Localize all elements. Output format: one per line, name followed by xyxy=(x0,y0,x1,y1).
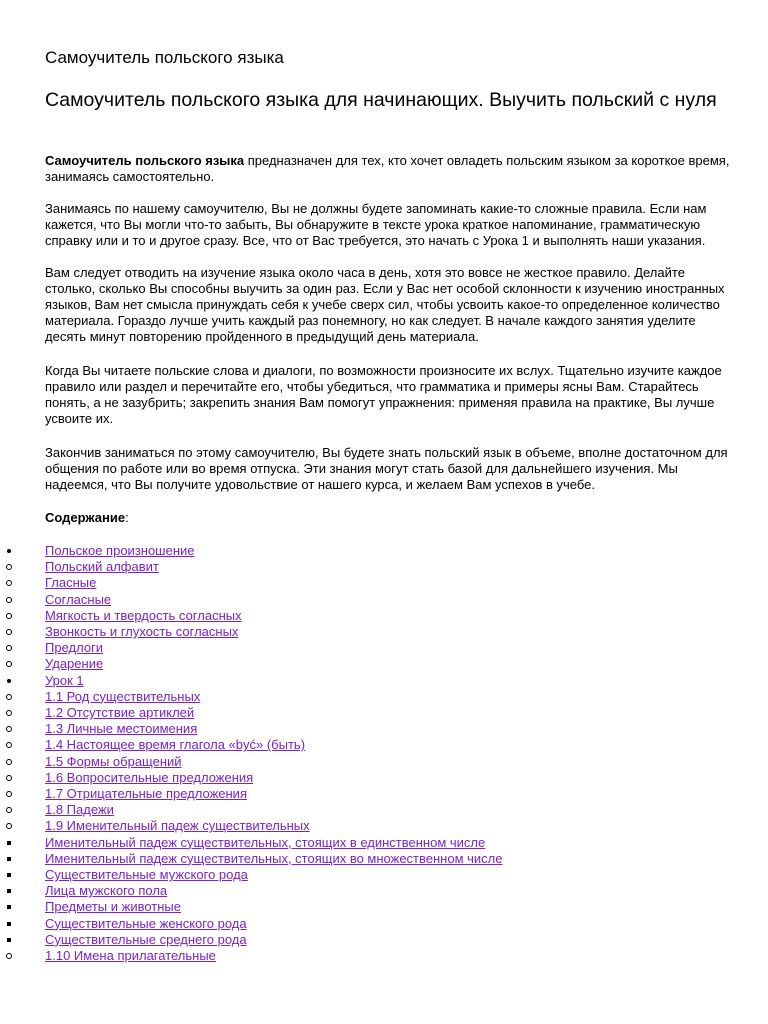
toc-heading xyxy=(45,510,129,526)
table-of-contents xyxy=(0,543,768,964)
toc-link[interactable]: Именительный падеж существительных, стоящих в единственном числе xyxy=(45,834,486,850)
toc-link[interactable]: Урок 1 xyxy=(45,672,84,688)
toc-link[interactable]: Существительные среднего рода xyxy=(45,931,247,947)
toc-item xyxy=(0,640,768,656)
toc-link[interactable]: Именительный падеж существительных, стоящих во множественном числе xyxy=(45,850,503,866)
toc-link[interactable]: 1.8 Падежи xyxy=(45,802,114,818)
toc-link[interactable]: 1.10 Имена прилагательные xyxy=(45,948,216,964)
toc-item xyxy=(0,835,768,851)
intro-paragraph-2: Занимаясь по нашему самоучителю, Вы не должны будете запоминать какие-то сложные правила. Если нам кажется, что Вы могли что-то забыть, Вы обнаружите в тексте урока краткое напоминание, грамматическую справку или и то и другое сразу. Все, что от Вас требуется, это начать с Урока 1 и выполнять наши указания. xyxy=(45,201,707,248)
toc-item xyxy=(0,689,768,705)
toc-heading-label: Содержание xyxy=(45,510,126,525)
toc-item xyxy=(0,754,768,770)
toc-item xyxy=(0,770,768,786)
intro-section xyxy=(45,153,735,509)
toc-item xyxy=(0,786,768,802)
intro-paragraph-5: Закончив заниматься по этому самоучителю, Вы будете знать польский язык в объеме, вполне достаточном для общения по работе или во время отпуска. Эти знания могут стать базой для дальнейшего изучения. Мы надеемся, что Вы получите удовольствие от нашего курса, и желаем Вам успехов в учебе. xyxy=(45,445,728,492)
page-title: Самоучитель польского языка xyxy=(45,48,284,67)
toc-heading-colon: : xyxy=(125,510,129,525)
toc-link[interactable]: 1.4 Настоящее время глагола «być» (быть) xyxy=(45,737,306,753)
toc-item xyxy=(0,705,768,721)
toc-item xyxy=(0,737,768,753)
toc-item xyxy=(0,656,768,672)
intro-paragraph-3: Вам следует отводить на изучение языка около часа в день, хотя это вовсе не жесткое правило. Делайте столько, сколько Вы способны выучить за один раз. Если у Вас нет особой склонности к изучению иностранных языков, Вам нет смысла принуждать себя к учебе сверх сил, чтобы усвоить какое-то определенное количество материала. Гораздо лучше учить каждый раз понемногу, но как следует. В начале каждого занятия уделите десять минут повторению пройденного в предыдущий день материала. xyxy=(45,265,725,344)
toc-link[interactable]: Гласные xyxy=(45,575,97,591)
intro-lead-bold: Самоучитель польского языка xyxy=(45,153,245,168)
intro-paragraph-1 xyxy=(45,153,735,185)
toc-link[interactable]: Польское произношение xyxy=(45,543,195,558)
toc-link[interactable]: Существительные мужского рода xyxy=(45,867,248,883)
toc-link[interactable]: Лица мужского пола xyxy=(45,883,168,899)
toc-item xyxy=(0,883,768,899)
toc-item xyxy=(0,543,768,559)
toc-item xyxy=(0,575,768,591)
intro-paragraph-4: Когда Вы читаете польские слова и диалоги, по возможности произносите их вслух. Тщательно изучите каждое правило или раздел и перечитайте его, чтобы убедиться, что грамматика и примеры ясны Вам. Старайтесь понять, а не зазубрить; закрепить знания Вам помогут упражнения: применяя правила на практике, Вы лучше усвоите их. xyxy=(45,363,722,426)
toc-link[interactable]: 1.3 Личные местоимения xyxy=(45,721,198,737)
intro-lead-rest: предназначен для тех, кто хочет овладеть польским языком за короткое время, занимаясь самостоятельно. xyxy=(45,153,730,184)
toc-link[interactable]: Согласные xyxy=(45,591,112,607)
toc-item xyxy=(0,899,768,915)
toc-link[interactable]: 1.7 Отрицательные предложения xyxy=(45,786,247,802)
toc-item xyxy=(0,592,768,608)
toc-item xyxy=(0,608,768,624)
toc-link[interactable]: Звонкость и глухость согласных xyxy=(45,624,239,640)
toc-link[interactable]: 1.2 Отсутствие артиклей xyxy=(45,705,195,721)
page-subtitle: Самоучитель польского языка для начинающих. Выучить польский с нуля xyxy=(45,89,717,111)
toc-link[interactable]: 1.5 Формы обращений xyxy=(45,753,182,769)
toc-item xyxy=(0,867,768,883)
toc-link[interactable]: Мягкость и твердость согласных xyxy=(45,607,242,623)
toc-item xyxy=(0,721,768,737)
toc-item xyxy=(0,624,768,640)
toc-item xyxy=(0,802,768,818)
toc-item xyxy=(0,851,768,867)
toc-link[interactable]: Польский алфавит xyxy=(45,559,159,575)
toc-link[interactable]: 1.6 Вопросительные предложения xyxy=(45,769,254,785)
toc-link[interactable]: Предметы и животные xyxy=(45,899,181,915)
toc-item xyxy=(0,673,768,689)
toc-link[interactable]: Существительные женского рода xyxy=(45,915,247,931)
toc-item xyxy=(0,559,768,575)
toc-item xyxy=(0,932,768,948)
toc-link[interactable]: Предлоги xyxy=(45,640,104,656)
toc-item xyxy=(0,948,768,964)
toc-link[interactable]: 1.9 Именительный падеж существительных xyxy=(45,818,310,834)
toc-item xyxy=(0,916,768,932)
toc-link[interactable]: Ударение xyxy=(45,656,104,672)
toc-link[interactable]: 1.1 Род существительных xyxy=(45,688,201,704)
toc-item xyxy=(0,818,768,834)
